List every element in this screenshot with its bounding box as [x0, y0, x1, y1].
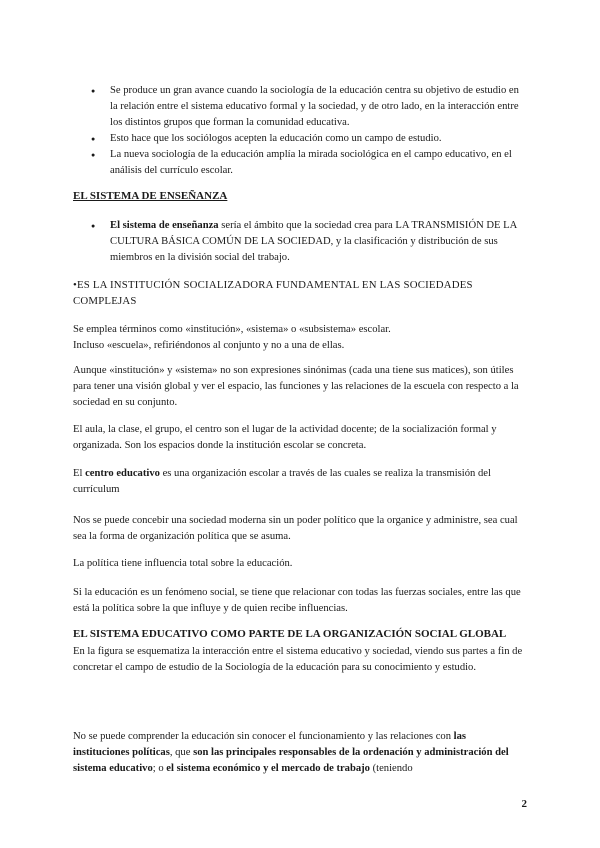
paragraph-sociedad: Nos se puede concebir una sociedad moderna sin un poder político que la organice y administre, sea cual sea la forma de organización política que se asuma. — [73, 515, 518, 542]
bold-term: son las principales responsables de la ordenación y administración del sistema educativo — [73, 747, 509, 774]
list-item: ● La nueva sociología de la educación amplía la mirada sociológica en el campo educativo, en el análisis del currículo escolar. — [73, 147, 525, 179]
bold-term: las instituciones políticas — [73, 731, 467, 758]
paragraph-centro-educativo — [73, 466, 525, 498]
bold-term: centro educativo — [85, 468, 160, 479]
list-item: ● Se produce un gran avance cuando la sociología de la educación centra su objetivo de estudio en la relación entre el sistema educativo formal y la sociedad, y de otro lado, en la interacción entre los distintos grupos que forman la comunidad educativa. — [73, 83, 525, 131]
text: ; o — [152, 763, 167, 774]
paragraph-final — [73, 729, 525, 777]
list-item: ● Esto hace que los sociólogos acepten la educación como un campo de estudio. — [73, 131, 525, 147]
paragraph-aula: El aula, la clase, el grupo, el centro son el lugar de la actividad docente; de la socialización formal y organizada. Son los espacios donde la institución escolar se concreta. — [73, 424, 497, 451]
text: es una organización escolar a través de las cuales se realiza la transmisión del currículum — [73, 468, 491, 495]
intro-bullet-list — [73, 83, 525, 179]
text: , que — [169, 747, 194, 758]
list-item — [73, 218, 525, 266]
paragraph-figura: En la figura se esquematiza la interacción entre el sistema educativo y sociedad, viendo sus partes a fin de concretar el campo de estudio de la Sociología de la educación para su conocimiento y estudio. — [73, 646, 523, 673]
paragraph-fenomeno: Si la educación es un fenómeno social, se tiene que relacionar con todas las fuerzas sociales, entre las que está la política sobre la que influye y de quien recibe influencias. — [73, 587, 521, 614]
text: (teniendo — [369, 763, 413, 774]
section-heading-sistema-educativo: EL SISTEMA EDUCATIVO COMO PARTE DE LA ORGANIZACIÓN SOCIAL GLOBAL — [73, 628, 507, 640]
caps-statement: •ES LA INSTITUCIÓN SOCIALIZADORA FUNDAMENTAL EN LAS SOCIEDADES COMPLEJAS — [73, 279, 473, 307]
paragraph-terms — [73, 322, 525, 354]
bold-term: El sistema de enseñanza — [110, 220, 219, 231]
bold-term: el sistema económico y el mercado de trabajo — [166, 763, 370, 774]
text: No se puede comprender la educación sin conocer el funcionamiento y las relaciones con — [73, 731, 454, 742]
page-number: 2 — [521, 798, 527, 810]
paragraph-line: Incluso «escuela», refiriéndonos al conjunto y no a una de ellas. — [73, 340, 345, 351]
paragraph-politica: La política tiene influencia total sobre la educación. — [73, 558, 293, 569]
section-heading-sistema-ensenanza: EL SISTEMA DE ENSEÑANZA — [73, 190, 228, 202]
paragraph-line: Se emplea términos como «institución», «sistema» o «subsistema» escolar. — [73, 324, 391, 335]
text: El — [73, 468, 86, 479]
sistema-bullet-list — [73, 218, 525, 266]
paragraph-aunque: Aunque «institución» y «sistema» no son expresiones sinónimas (cada una tiene sus matices), son útiles para tener una visión global y ver el espacio, las funciones y las relaciones de la escuela con respecto a la sociedad en su conjunto. — [73, 365, 519, 408]
bullet-text: sería el ámbito que la sociedad crea para LA TRANSMISIÓN DE LA CULTURA BÁSICA COMÚN DE LA SOCIEDAD, y la clasificación y distribución de sus miembros en la división social del trabajo. — [110, 220, 517, 263]
